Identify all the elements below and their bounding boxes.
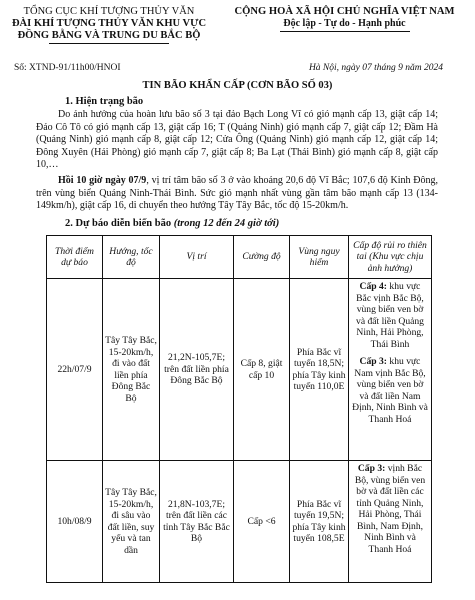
cell-strength: Cấp <6 xyxy=(234,461,290,583)
issuing-agency-block xyxy=(4,6,214,44)
cell-strength: Cấp 8, giật cấp 10 xyxy=(234,279,290,461)
section-1-heading: 1. Hiện trạng bão xyxy=(65,96,144,107)
nation-name: CỘNG HOÀ XÃ HỘI CHỦ NGHĨA VIỆT NAM xyxy=(234,6,455,17)
table-row xyxy=(47,461,432,583)
cell-risk xyxy=(349,461,432,583)
header-position: Vị trí xyxy=(160,236,234,279)
forecast-table xyxy=(46,235,432,583)
risk-level-label: Cấp 3: xyxy=(357,463,386,474)
national-motto: Độc lập - Tự do - Hạnh phúc xyxy=(283,18,406,29)
risk-entry xyxy=(351,356,429,425)
table-header-row xyxy=(47,236,432,279)
observation-text: , vị trí tâm bão số 3 ở vào khoảng 20,6 độ Vĩ Bắc; 107,6 độ Kinh Đông, trên vùng biển Quảng Ninh-Thái Bình. Sức gió mạnh nhất vùng gần tâm bão mạnh cấp 13 (134-149km/h), giật cấp 16, di chuyển theo hướng Tây Tây Bắc, tốc độ 15-20km/h. xyxy=(36,175,438,212)
risk-level-label: Cấp 3: xyxy=(359,356,387,367)
section-1-paragraph-1: Do ảnh hưởng của hoàn lưu bão số 3 tại đảo Bạch Long Vĩ có gió mạnh cấp 13, giật cấp 14; Đảo Cô Tô có gió mạnh cấp 13, giật cấp 16; T (Quảng Ninh) gió mạnh cấp 7, giật cấp 12; Đầm Hà (Quảng Ninh) gió mạnh cấp 8, giật cấp 12; Cửa Ông (Quảng Ninh) gió mạnh cấp 12, giật cấp 14; Đông Xuyên (Hải Phòng) gió mạnh cấp 7, giật cấp 8; Ba Lạt (Thái Bình) gió mạnh cấp 8, giật cấp 10,… xyxy=(36,109,438,171)
national-title-block xyxy=(218,6,471,32)
cell-position: 21,2N-105,7E; trên đất liền phía Đông Bắc Bộ xyxy=(160,279,234,461)
cell-direction: Tây Tây Bắc, 15-20km/h, đi vào đất liền phía Đông Bắc Bộ xyxy=(103,279,160,461)
cell-position: 21,8N-103,7E; trên đất liền các tỉnh Tây Bắc Bắc Bộ xyxy=(160,461,234,583)
table-row xyxy=(47,279,432,461)
header-danger-zone: Vùng nguy hiểm xyxy=(290,236,349,279)
cell-risk xyxy=(349,279,432,461)
risk-area-text: vịnh Bắc Bộ, vùng biển ven bờ và đất liền các tỉnh Quảng Ninh, Hải Phòng, Thái Bình, Nam Định, Ninh Bình và Thanh Hoá xyxy=(354,463,426,555)
agency-line-2: ĐÀI KHÍ TƯỢNG THỦY VĂN KHU VỰC xyxy=(11,18,207,29)
place-and-date: Hà Nội, ngày 07 tháng 9 năm 2024 xyxy=(308,63,443,73)
risk-entry xyxy=(351,281,429,350)
agency-underline xyxy=(49,43,169,44)
cell-danger-zone: Phía Bắc vĩ tuyến 18,5N; phía Tây kinh tuyến 110,0E xyxy=(290,279,349,461)
risk-area-text: khu vực Nam vịnh Bắc Bộ, vùng biển ven bờ và đất liền Nam Định, Ninh Bình và Thanh Hoá xyxy=(352,356,428,425)
risk-entry xyxy=(351,463,429,555)
document-number: Số: XTND-91/11h00/HNOI xyxy=(14,63,121,73)
bulletin-title: TIN BÃO KHẨN CẤP (CƠN BÃO SỐ 03) xyxy=(142,80,333,91)
risk-level-label: Cấp 4: xyxy=(359,281,387,292)
header-risk-level: Cấp độ rủi ro thiên tai (Khu vực chịu ảnh hưởng) xyxy=(349,236,432,279)
header-forecast-time: Thời điểm dự báo xyxy=(47,236,103,279)
cell-time: 10h/08/9 xyxy=(47,461,103,583)
cell-danger-zone: Phía Bắc vĩ tuyến 19,5N; phía Tây kinh tuyến 108,5E xyxy=(290,461,349,583)
risk-area-text: khu vực Bắc vịnh Bắc Bộ, vùng biển ven bờ và đất liền Quảng Ninh, Hải Phòng, Thái Bình xyxy=(356,281,424,350)
observation-time: Hồi 10 giờ ngày 07/9 xyxy=(58,175,147,186)
cell-time: 22h/07/9 xyxy=(47,279,103,461)
cell-direction: Tây Tây Bắc, 15-20km/h, đi sâu vào đất liền, suy yếu và tan dần xyxy=(103,461,160,583)
motto-underline xyxy=(280,31,410,32)
section-2-heading xyxy=(65,218,279,229)
agency-line-1: TỔNG CỤC KHÍ TƯỢNG THỦY VĂN xyxy=(23,6,195,17)
section-2-note: (trong 12 đến 24 giờ tới) xyxy=(173,218,280,229)
section-1-paragraph-2 xyxy=(36,175,438,213)
agency-line-3: ĐỒNG BẰNG VÀ TRUNG DU BẮC BỘ xyxy=(17,30,201,41)
section-2-title: 2. Dự báo diễn biến bão xyxy=(65,218,172,229)
header-strength: Cường độ xyxy=(234,236,290,279)
header-direction-speed: Hướng, tốc độ xyxy=(103,236,160,279)
